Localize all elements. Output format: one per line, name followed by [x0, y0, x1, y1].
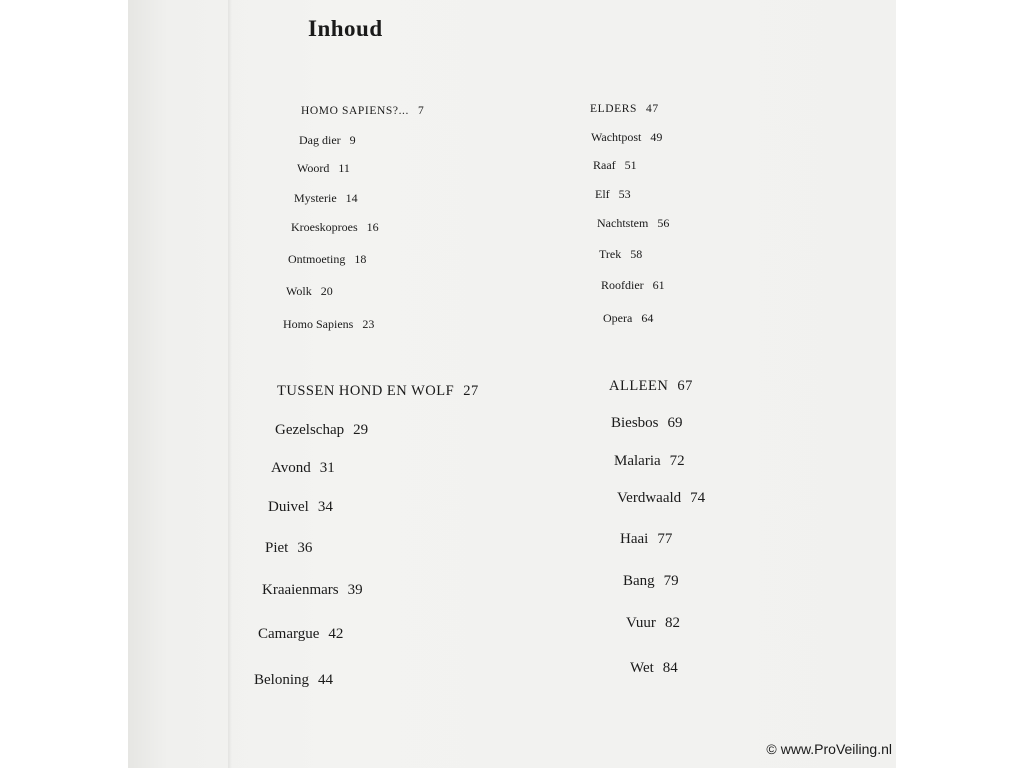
book-page	[128, 0, 896, 768]
toc-section-heading: ELDERS 47	[590, 103, 659, 115]
toc-entry: Vuur 82	[626, 615, 680, 631]
page-title: Inhoud	[308, 16, 383, 41]
toc-entry: Verdwaald 74	[617, 490, 706, 506]
toc-entry: Nachtstem 56	[597, 216, 670, 230]
page-gutter-shadow	[228, 0, 232, 768]
toc-entry: Wet 84	[630, 660, 678, 676]
toc-entry: Wolk 20	[286, 284, 333, 298]
toc-entry: Gezelschap 29	[275, 422, 369, 438]
watermark	[766, 741, 892, 757]
toc-entry: Avond 31	[271, 460, 335, 476]
toc-section-heading: HOMO SAPIENS?... 7	[301, 105, 425, 117]
toc-entry: Piet 36	[265, 540, 313, 556]
toc-entry: Beloning 44	[254, 672, 333, 688]
toc-entry: Malaria 72	[614, 453, 685, 469]
toc-entry: Mysterie 14	[294, 191, 358, 205]
toc-entry: Homo Sapiens 23	[283, 317, 375, 331]
copyright-icon: ©	[766, 741, 777, 757]
toc-entry: Ontmoeting 18	[288, 252, 367, 266]
toc-entry: Opera 64	[603, 311, 654, 325]
toc-entry: Dag dier 9	[299, 133, 356, 147]
toc-section-heading: TUSSEN HOND EN WOLF 27	[277, 383, 479, 399]
toc-section-heading: ALLEEN 67	[609, 378, 693, 394]
toc-entry: Kroeskoproes 16	[291, 220, 379, 234]
toc-entry: Trek 58	[599, 247, 643, 261]
toc-entry: Haai 77	[620, 531, 673, 547]
toc-entry: Duivel 34	[268, 499, 333, 515]
toc-entry: Biesbos 69	[611, 415, 683, 431]
toc-entry: Raaf 51	[593, 158, 637, 172]
toc-entry: Bang 79	[623, 573, 679, 589]
toc-entry: Wachtpost 49	[591, 130, 663, 144]
toc-entry: Elf 53	[595, 187, 631, 201]
toc-entry: Woord 11	[297, 161, 350, 175]
toc-entry: Kraaienmars 39	[262, 582, 363, 598]
toc-entry: Camargue 42	[258, 626, 344, 642]
toc-entry: Roofdier 61	[601, 278, 665, 292]
watermark-text: www.ProVeiling.nl	[780, 741, 892, 757]
